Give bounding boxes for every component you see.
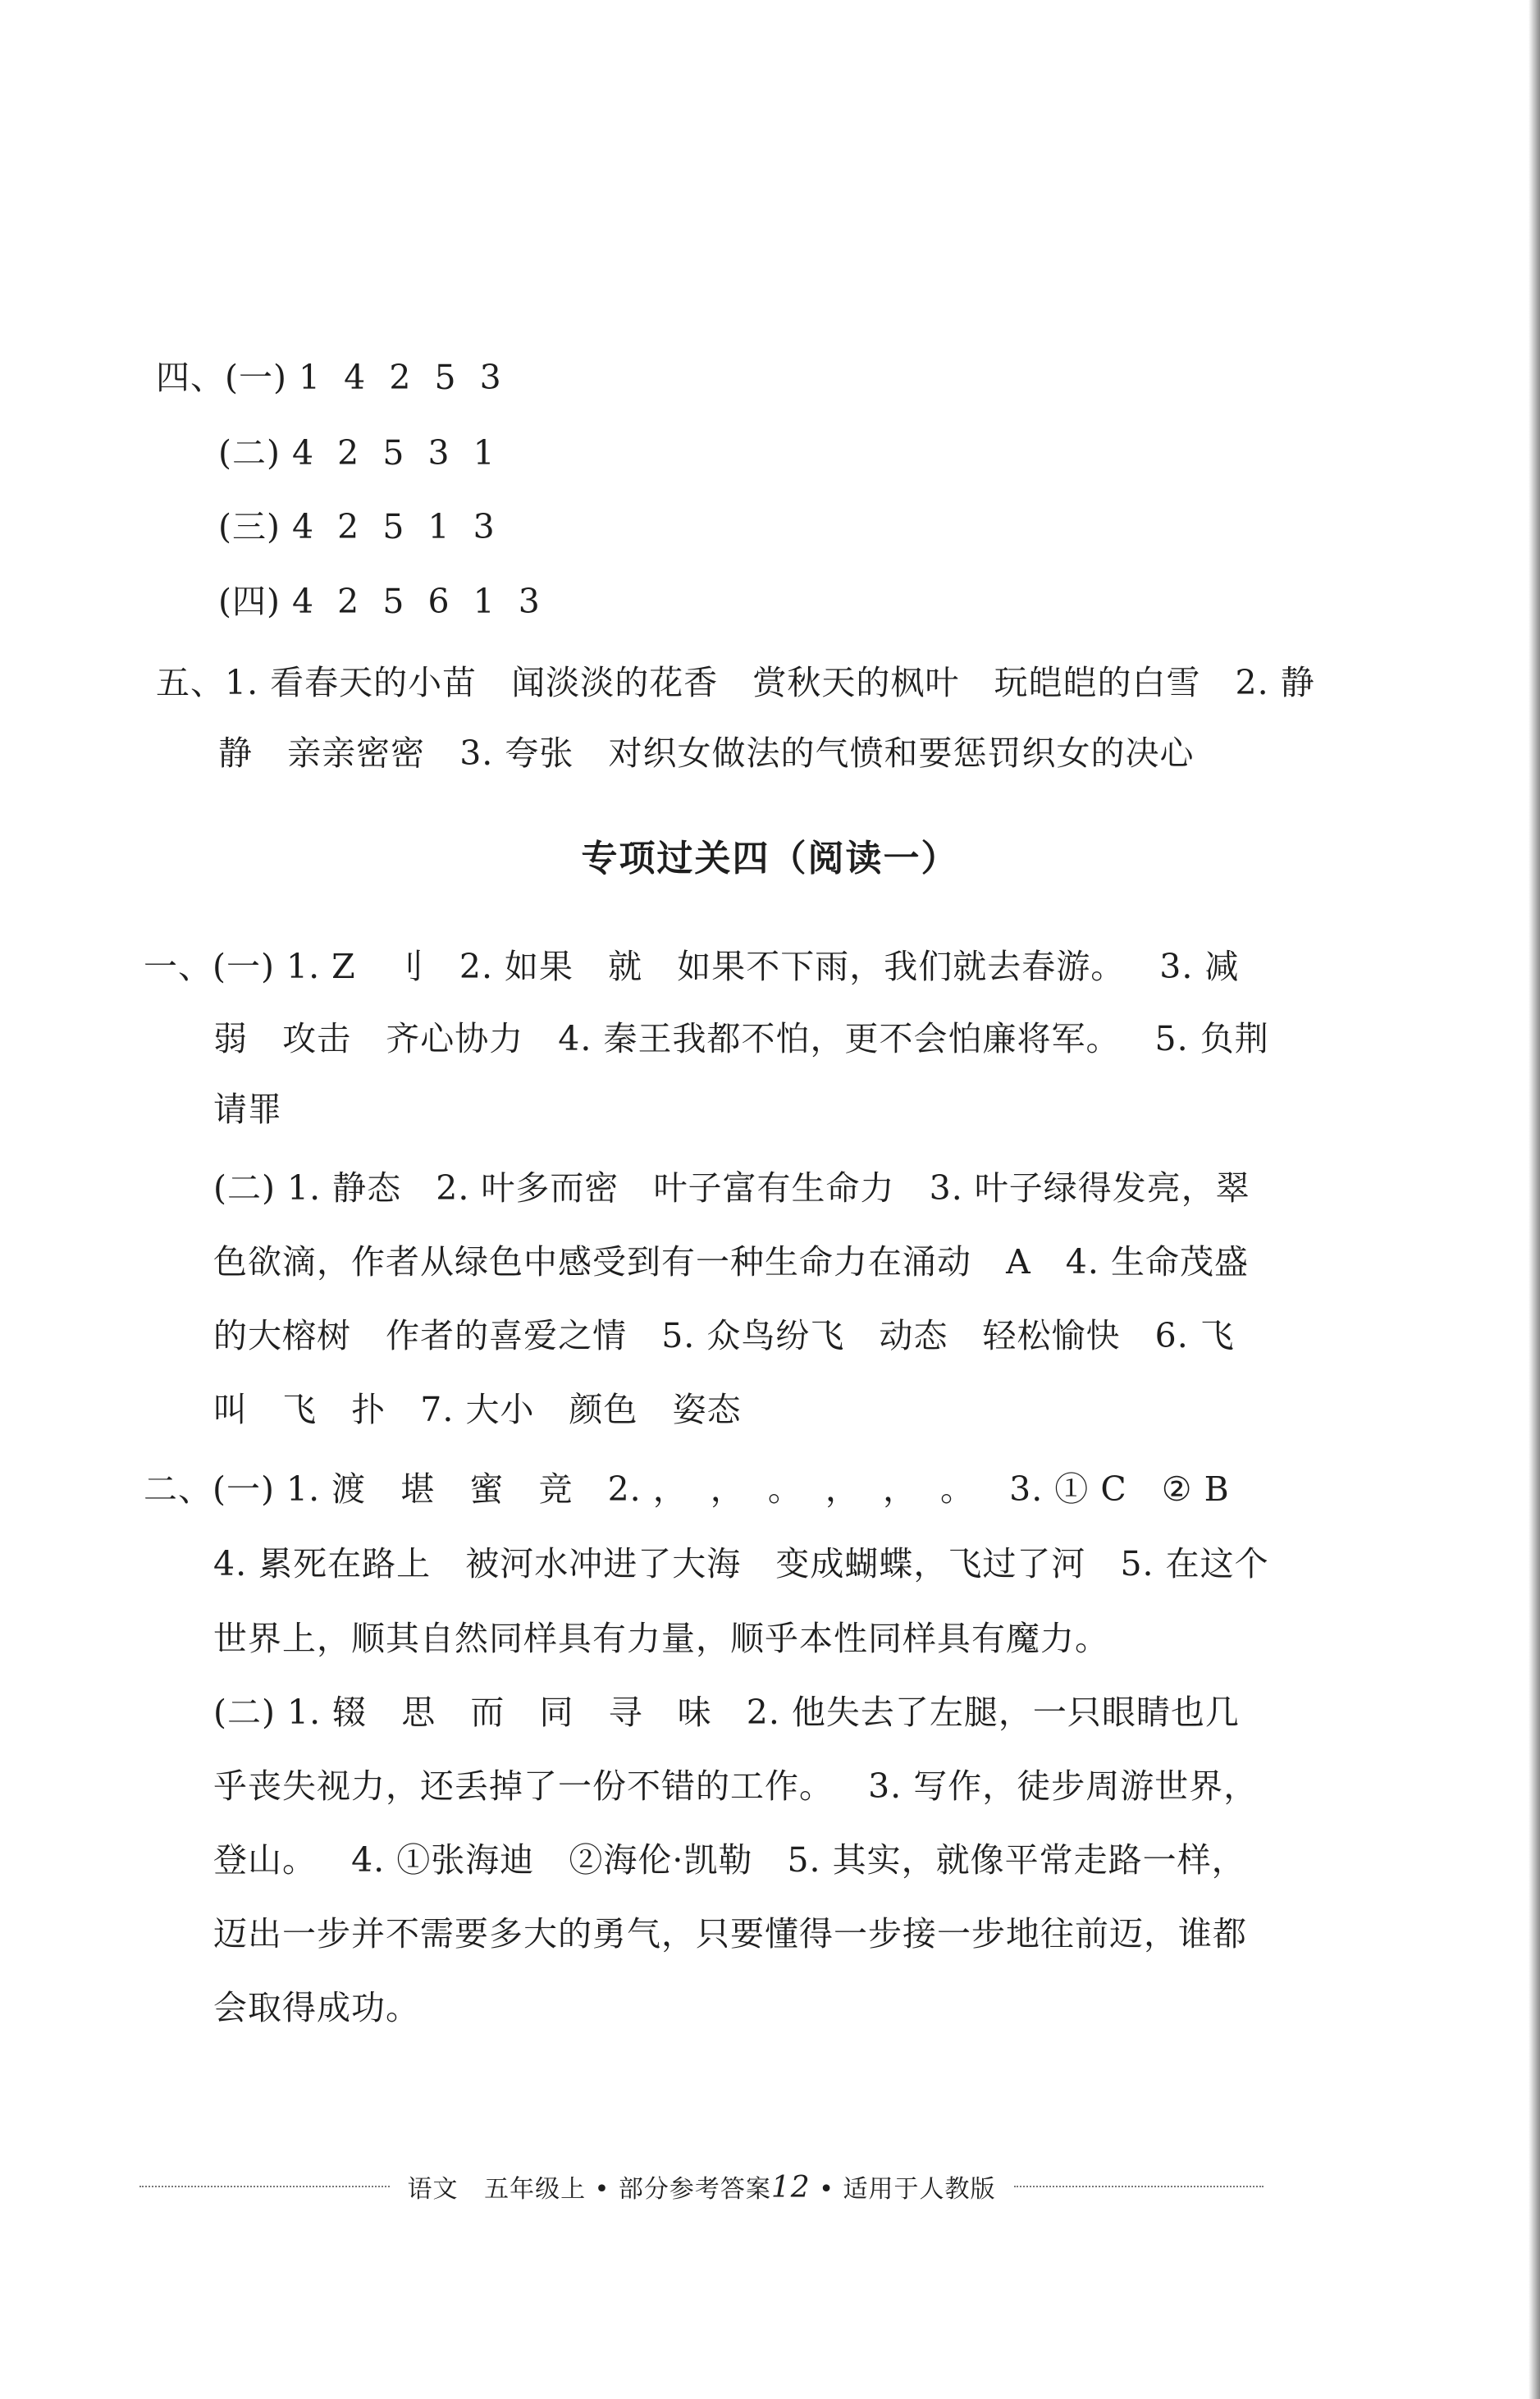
- footer-left-rule: [139, 2186, 390, 2187]
- part2-line5: 乎丧失视力，还丢掉了一份不错的工作。 3. 写作，徒步周游世界，: [213, 1766, 1259, 1806]
- part1-line1: 一、(一) 1. Z 刂 2. 如果 就 如果不下雨，我们就去春游。 3. 减: [144, 947, 1240, 986]
- part2-line2: 4. 累死在路上 被河水冲进了大海 变成蝴蝶，飞过了河 5. 在这个: [213, 1544, 1269, 1583]
- section4-line4: (四) 4 2 5 6 1 3: [218, 582, 541, 621]
- footer-right-text: • 适用于人教版: [810, 2175, 996, 2204]
- section5-line2: 静 亲亲密密 3. 夸张 对织女做法的气愤和要惩罚织女的决心: [218, 733, 1195, 773]
- page-footer: [139, 2166, 1264, 2207]
- section5-line1: 五、1. 看春天的小苗 闻淡淡的花香 赏秋天的枫叶 玩皑皑的白雪 2. 静: [156, 663, 1315, 702]
- part2-line3: 世界上，顺其自然同样具有力量，顺乎本性同样具有魔力。: [213, 1619, 1109, 1658]
- footer-text: [390, 2168, 1014, 2205]
- part2-line6: 登山。 4. ①张海迪 ②海伦·凯勒 5. 其实，就像平常走路一样，: [213, 1840, 1246, 1880]
- part2-line1: 二、(一) 1. 渡 堪 蜜 竞 2. ， ， 。 ， ， 。 3. ① C ② B: [144, 1469, 1230, 1509]
- footer-right-rule: [1014, 2186, 1264, 2187]
- footer-left-text: 语文 五年级上 • 部分参考答案: [407, 2175, 771, 2204]
- part1-line5: 色欲滴，作者从绿色中感受到有一种生命力在涌动 A 4. 生命茂盛: [213, 1242, 1249, 1282]
- part1-line6: 的大榕树 作者的喜爱之情 5. 众鸟纷飞 动态 轻松愉快 6. 飞: [213, 1316, 1235, 1355]
- page-number: 12: [770, 2171, 811, 2205]
- section-title: 专项过关四（阅读一）: [581, 838, 959, 880]
- section4-line1: 四、(一) 1 4 2 5 3: [156, 358, 502, 397]
- part2-line4: (二) 1. 辍 思 而 同 寻 味 2. 他失去了左腿，一只眼睛也几: [213, 1693, 1240, 1732]
- section4-line2: (二) 4 2 5 3 1: [218, 433, 496, 473]
- section4-line3: (三) 4 2 5 1 3: [218, 507, 496, 546]
- part1-line2: 弱 攻击 齐心协力 4. 秦王我都不怕，更不会怕廉将军。 5. 负荆: [213, 1019, 1269, 1058]
- part1-line4: (二) 1. 静态 2. 叶多而密 叶子富有生命力 3. 叶子绿得发亮，翠: [213, 1168, 1250, 1208]
- page-edge-shadow: [1529, 0, 1540, 2399]
- part2-line8: 会取得成功。: [213, 1988, 420, 2027]
- part2-line7: 迈出一步并不需要多大的勇气，只要懂得一步接一步地往前迈，谁都: [213, 1914, 1247, 1953]
- part1-line3: 请罪: [213, 1090, 282, 1129]
- part1-line7: 叫 飞 扑 7. 大小 颜色 姿态: [213, 1390, 742, 1429]
